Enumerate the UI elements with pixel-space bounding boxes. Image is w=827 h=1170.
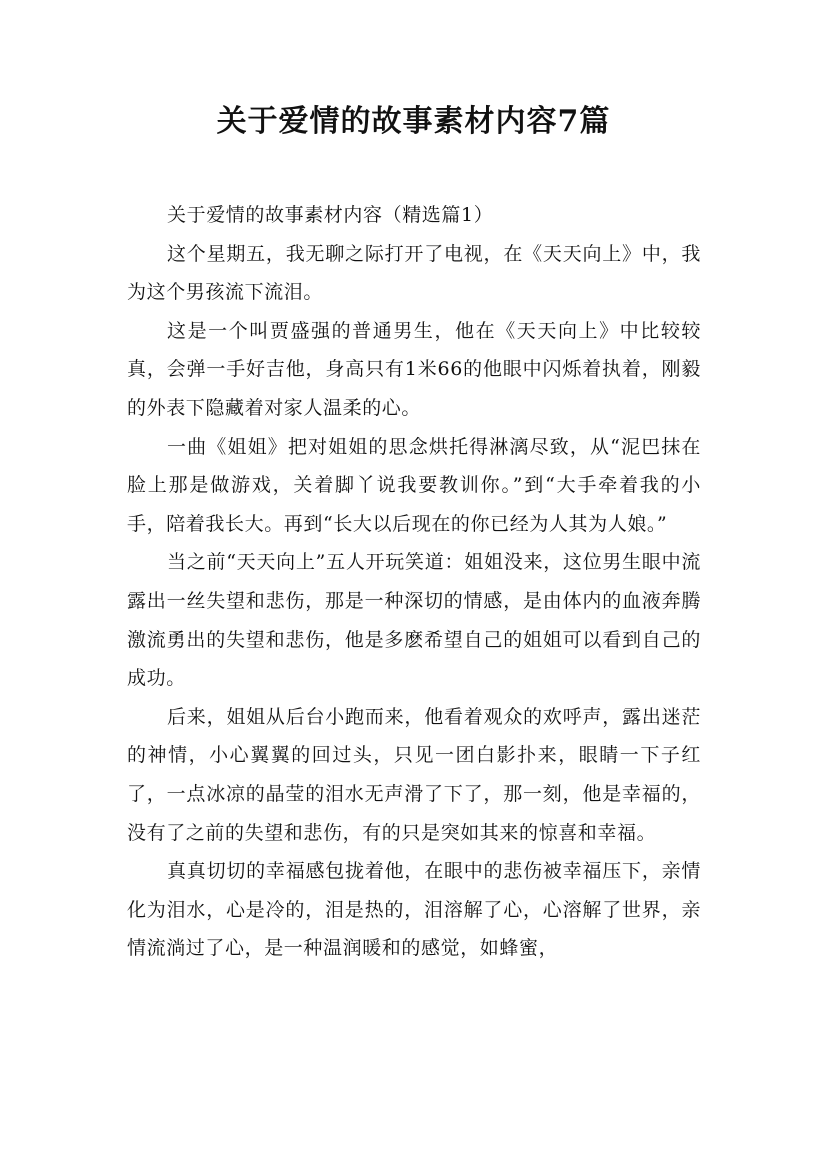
document-title: 关于爱情的故事素材内容7篇 xyxy=(216,104,611,139)
document-body xyxy=(127,196,701,968)
paragraph-3: 一曲《姐姐》把对姐姐的思念烘托得淋漓尽致，从“泥巴抹在脸上那是做游戏，关着脚丫说我要教训你。”到“大手牵着我的小手，陪着我长大。再到“长大以后现在的你已经为人其为人娘。” xyxy=(127,435,701,535)
section-heading: 关于爱情的故事素材内容（精选篇1） xyxy=(167,204,494,226)
paragraph-5: 后来，姐姐从后台小跑而来，他看着观众的欢呼声，露出迷茫的神情，小心翼翼的回过头，只见一团白影扑来，眼睛一下子红了，一点冰凉的晶莹的泪水无声滑了下了，那一刻，他是幸福的，没有了之前的失望和悲伤，有的只是突如其来的惊喜和幸福。 xyxy=(127,705,701,844)
paragraph-2: 这是一个叫贾盛强的普通男生，他在《天天向上》中比较较真，会弹一手好吉他，身高只有1米66的他眼中闪烁着执着，刚毅的外表下隐藏着对家人温柔的心。 xyxy=(127,319,701,419)
paragraph-4: 当之前“天天向上”五人开玩笑道：姐姐没来，这位男生眼中流露出一丝失望和悲伤，那是一种深切的情感，是由体内的血液奔腾激流勇出的失望和悲伤，他是多麽希望自己的姐姐可以看到自己的成功。 xyxy=(127,551,701,690)
paragraph-1: 这个星期五，我无聊之际打开了电视，在《天天向上》中，我为这个男孩流下流泪。 xyxy=(127,242,701,304)
paragraph-6: 真真切切的幸福感包拢着他，在眼中的悲伤被幸福压下，亲情化为泪水，心是冷的，泪是热的，泪溶解了心，心溶解了世界，亲情流淌过了心，是一种温润暖和的感觉，如蜂蜜， xyxy=(127,860,701,960)
